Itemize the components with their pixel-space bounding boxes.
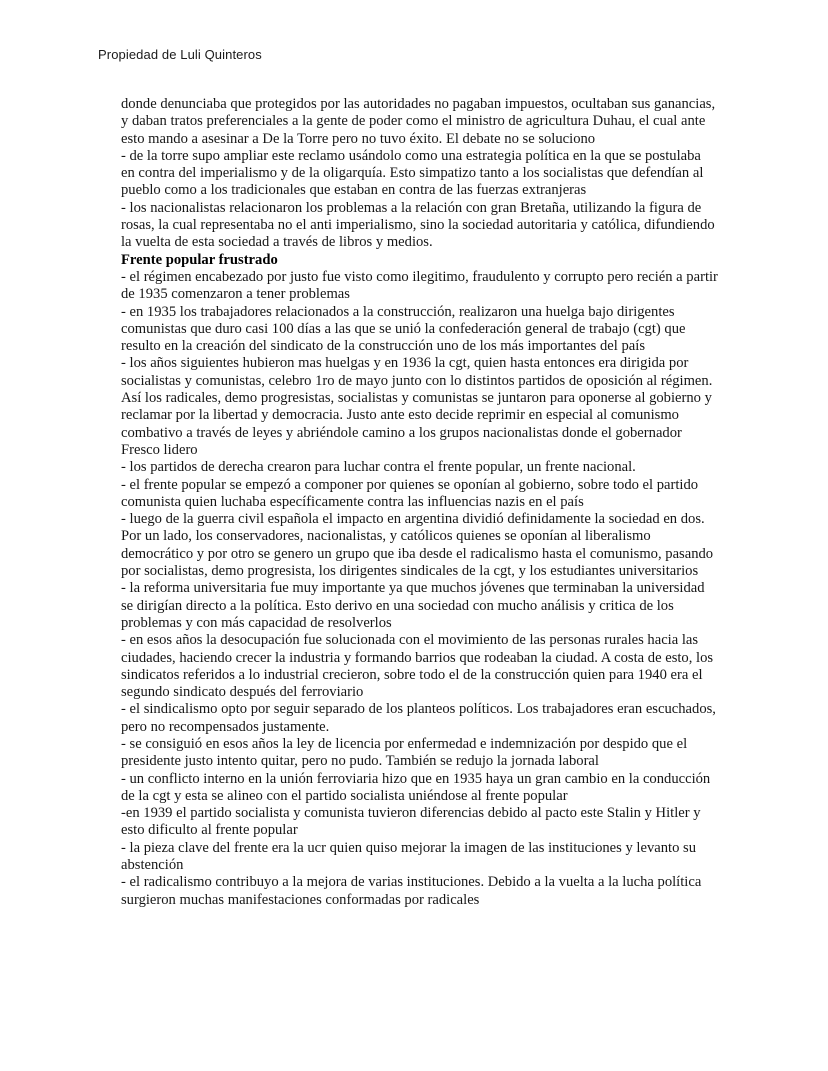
text-line: socialistas y comunistas, celebro 1ro de mayo junto con lo distintos partidos de oposición al régimen. [121, 372, 713, 389]
text-line: - los partidos de derecha crearon para luchar contra el frente popular, un frente nacional. [121, 459, 636, 476]
text-line: esto dificulto al frente popular [121, 822, 298, 839]
text-line: y daban tratos preferenciales a la gente de poder como el ministro de agricultura Duhau, el cual ante [121, 113, 706, 130]
text-line: - un conflicto interno en la unión ferroviaria hizo que en 1935 haya un gran cambio en la conducción [121, 770, 711, 787]
document-body [121, 96, 721, 909]
text-line: - se consiguió en esos años la ley de licencia por enfermedad e indemnización por despido que el [121, 735, 688, 752]
page-header: Propiedad de Luli Quinteros [98, 47, 262, 62]
section-heading: Frente popular frustrado [121, 251, 278, 268]
text-line: - el frente popular se empezó a componer por quienes se oponían al gobierno, sobre todo el partido [121, 476, 699, 493]
text-line: -en 1939 el partido socialista y comunista tuvieron diferencias debido al pacto este Stalin y Hitler y [121, 805, 701, 822]
text-line: sindicatos referidos a lo industrial crecieron, sobre todo el de la construcción quien para 1940 era el [121, 666, 703, 683]
text-line: - el sindicalismo opto por seguir separado de los planteos políticos. Los trabajadores eran escuchados, [121, 701, 716, 718]
text-line: Fresco lidero [121, 441, 198, 458]
text-line: - la reforma universitaria fue muy importante ya que muchos jóvenes que terminaban la universidad [121, 580, 705, 597]
text-line: - los años siguientes hubieron mas huelgas y en 1936 la cgt, quien hasta entonces era dirigida por [121, 355, 689, 372]
text-line: - el radicalismo contribuyo a la mejora de varias instituciones. Debido a la vuelta a la lucha política [121, 874, 702, 891]
text-line: - en 1935 los trabajadores relacionados a la construcción, realizaron una huelga bajo dirigentes [121, 303, 675, 320]
text-line: - de la torre supo ampliar este reclamo usándolo como una estrategia política en la que se postulaba [121, 147, 701, 164]
text-line: la vuelta de esta sociedad a través de libros y medios. [121, 234, 433, 251]
text-line: segundo sindicato después del ferroviario [121, 684, 364, 701]
text-line: ciudades, haciendo crecer la industria y formando barrios que rodeaban la ciudad. A costa de esto, los [121, 649, 714, 666]
text-line: pero no recompensados justamente. [121, 718, 330, 735]
text-line: comunistas que duro casi 100 días a las que se unió la confederación general de trabajo (cgt) que [121, 320, 686, 337]
text-line: presidente justo intento quitar, pero no pudo. También se redujo la jornada laboral [121, 753, 599, 770]
text-line: se dirigían directo a la política. Esto derivo en una sociedad con mucho análisis y critica de los [121, 597, 674, 614]
text-line: - los nacionalistas relacionaron los problemas a la relación con gran Bretaña, utilizando la figura de [121, 199, 702, 216]
text-line: de 1935 comenzaron a tener problemas [121, 286, 350, 303]
text-line: democrático y por otro se genero un grupo que iba desde el radicalismo hasta el comunismo, pasando [121, 545, 714, 562]
text-line: abstención [121, 857, 184, 874]
text-line: Por un lado, los conservadores, nacionalistas, y católicos quienes se oponían al liberalismo [121, 528, 651, 545]
text-line: donde denunciaba que protegidos por las autoridades no pagaban impuestos, ocultaban sus ganancias, [121, 96, 716, 112]
text-line: combativo a través de leyes y abriéndole camino a los grupos nacionalistas donde el gobernador [121, 424, 682, 441]
text-line: Así los radicales, demo progresistas, socialistas y comunistas se juntaron para oponerse al gobierno y [121, 390, 712, 407]
text-line: rosas, la cual representaba no el anti imperialismo, sino la sociedad autoritaria y católica, difundiendo [121, 217, 715, 234]
text-line: pueblo como a los tradicionales que estaban en contra de las fuerzas extranjeras [121, 182, 587, 199]
text-line: por socialistas, demo progresista, los dirigentes sindicales de la cgt, y los estudiantes universitarios [121, 563, 699, 580]
text-line: reclamar por la libertad y democracia. Justo ante esto decide reprimir en especial al comunismo [121, 407, 679, 424]
text-line: surgieron muchas manifestaciones conformadas por radicales [121, 891, 480, 908]
text-line: comunista quien luchaba específicamente contra las influencias nazis en el país [121, 493, 584, 510]
text-line: de la cgt y esta se alineo con el partido socialista uniéndose al frente popular [121, 787, 568, 804]
text-line: - luego de la guerra civil española el impacto en argentina dividió definidamente la sociedad en dos. [121, 511, 705, 528]
paragraph-block-after-heading [121, 269, 721, 909]
text-line: - la pieza clave del frente era la ucr quien quiso mejorar la imagen de las instituciones y levanto su [121, 839, 697, 856]
text-line: en contra del imperialismo y de la oligarquía. Esto simpatizo tanto a los socialistas que defendían al [121, 165, 704, 182]
text-line: resulto en la creación del sindicato de la construcción uno de los más importantes del país [121, 338, 645, 355]
text-line: problemas y con más capacidad de resolverlos [121, 614, 392, 631]
paragraph-block-before-heading [121, 96, 721, 252]
text-line: esto mando a asesinar a De la Torre pero no tuvo éxito. El debate no se soluciono [121, 130, 596, 147]
text-line: - el régimen encabezado por justo fue visto como ilegitimo, fraudulento y corrupto pero recién a partir [121, 268, 718, 285]
text-line: - en esos años la desocupación fue solucionada con el movimiento de las personas rurales hacia las [121, 632, 699, 649]
